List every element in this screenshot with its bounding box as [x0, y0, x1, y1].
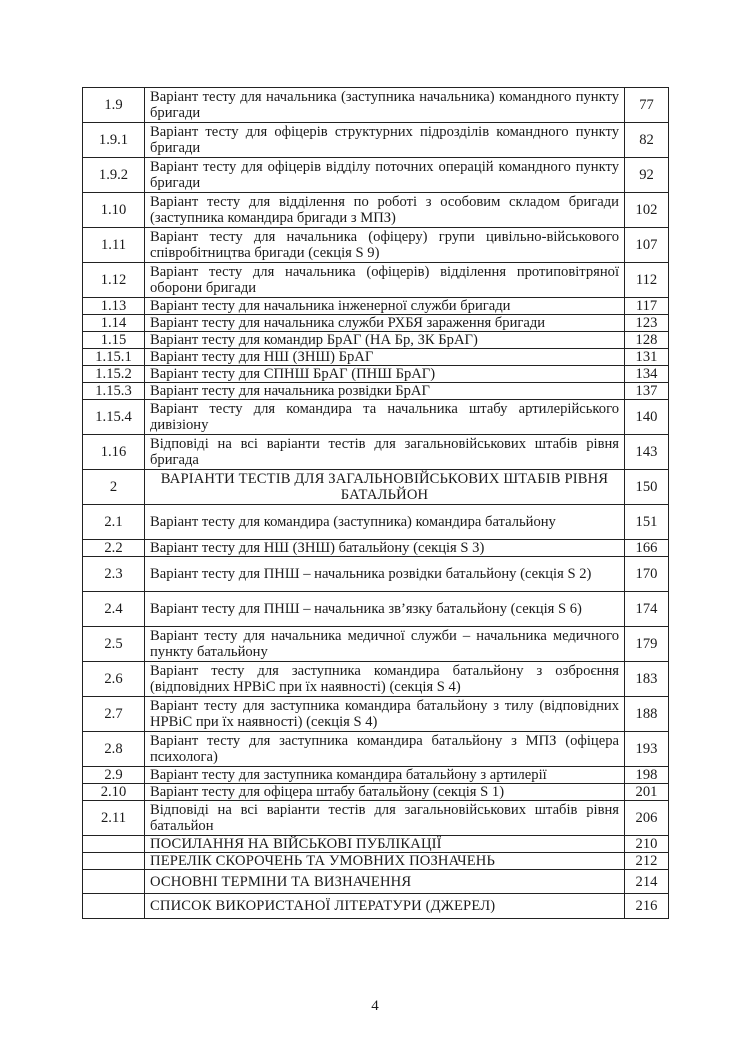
toc-row	[83, 88, 669, 123]
toc-page-number: 112	[625, 263, 669, 298]
toc-row	[83, 383, 669, 400]
toc-section-number: 1.9	[83, 88, 145, 123]
toc-page-number: 143	[625, 435, 669, 470]
toc-section-title[interactable]: Варіант тесту для заступника командира батальйону з озброєння (відповідних НРВіС при їх наявності) (секція S 4)	[145, 662, 625, 697]
toc-section-number: 1.15.1	[83, 349, 145, 366]
toc-row	[83, 332, 669, 349]
toc-section-title[interactable]: ВАРІАНТИ ТЕСТІВ ДЛЯ ЗАГАЛЬНОВІЙСЬКОВИХ ШТАБІВ РІВНЯ БАТАЛЬЙОН	[145, 470, 625, 505]
toc-section-title[interactable]: СПИСОК ВИКОРИСТАНОЇ ЛІТЕРАТУРИ (ДЖЕРЕЛ)	[145, 894, 625, 919]
toc-page-number: 170	[625, 557, 669, 592]
toc-page-number: 137	[625, 383, 669, 400]
toc-section-number: 1.15.2	[83, 366, 145, 383]
toc-row	[83, 349, 669, 366]
toc-section-title[interactable]: Відповіді на всі варіанти тестів для загальновійськових штабів рівня батальйон	[145, 801, 625, 836]
toc-section-title[interactable]: Варіант тесту для офіцерів відділу поточних операцій командного пункту бригади	[145, 158, 625, 193]
toc-section-title[interactable]: Варіант тесту для СПНШ БрАГ (ПНШ БрАГ)	[145, 366, 625, 383]
toc-row	[83, 697, 669, 732]
toc-section-number	[83, 853, 145, 870]
toc-page-number: 216	[625, 894, 669, 919]
toc-row	[83, 228, 669, 263]
toc-section-number: 2.5	[83, 627, 145, 662]
toc-section-number: 2.8	[83, 732, 145, 767]
toc-row	[83, 193, 669, 228]
toc-row	[83, 505, 669, 540]
toc-page-number: 102	[625, 193, 669, 228]
toc-section-title[interactable]: Варіант тесту для заступника командира батальйону з тилу (відповідних НРВіС при їх наявності) (секція S 4)	[145, 697, 625, 732]
toc-page-number: 92	[625, 158, 669, 193]
toc-section-title[interactable]: Варіант тесту для начальника служби РХБЯ зараження бригади	[145, 315, 625, 332]
toc-section-title[interactable]: Варіант тесту для офіцерів структурних підрозділів командного пункту бригади	[145, 123, 625, 158]
toc-section-title[interactable]: Варіант тесту для начальника розвідки БрАГ	[145, 383, 625, 400]
toc-section-title[interactable]: ОСНОВНІ ТЕРМІНИ ТА ВИЗНАЧЕННЯ	[145, 870, 625, 894]
toc-section-title[interactable]: Варіант тесту для начальника медичної служби – начальника медичного пункту батальйону	[145, 627, 625, 662]
toc-section-title[interactable]: Варіант тесту для ПНШ – начальника зв’язку батальйону (секція S 6)	[145, 592, 625, 627]
toc-section-number: 2.9	[83, 767, 145, 784]
toc-section-number: 2	[83, 470, 145, 505]
toc-page-number: 188	[625, 697, 669, 732]
toc-section-number	[83, 870, 145, 894]
toc-page-number: 151	[625, 505, 669, 540]
toc-page-number: 201	[625, 784, 669, 801]
toc-section-title[interactable]: Варіант тесту для заступника командира батальйону з артилерії	[145, 767, 625, 784]
toc-page-number: 131	[625, 349, 669, 366]
toc-section-title[interactable]: Варіант тесту для заступника командира батальйону з МПЗ (офіцера психолога)	[145, 732, 625, 767]
toc-row	[83, 836, 669, 853]
toc-page-number: 166	[625, 540, 669, 557]
toc-page-number: 107	[625, 228, 669, 263]
toc-page-number: 117	[625, 298, 669, 315]
toc-row	[83, 298, 669, 315]
toc-section-title[interactable]: ПОСИЛАННЯ НА ВІЙСЬКОВІ ПУБЛІКАЦІЇ	[145, 836, 625, 853]
toc-section-number: 2.3	[83, 557, 145, 592]
toc-section-title[interactable]: ПЕРЕЛІК СКОРОЧЕНЬ ТА УМОВНИХ ПОЗНАЧЕНЬ	[145, 853, 625, 870]
toc-section-title[interactable]: Варіант тесту для командира та начальника штабу артилерійського дивізіону	[145, 400, 625, 435]
toc-section-number	[83, 836, 145, 853]
toc-section-number: 2.4	[83, 592, 145, 627]
toc-section-title[interactable]: Варіант тесту для офіцера штабу батальйону (секція S 1)	[145, 784, 625, 801]
toc-row	[83, 627, 669, 662]
toc-row	[83, 123, 669, 158]
toc-page-number: 140	[625, 400, 669, 435]
toc-page-number: 134	[625, 366, 669, 383]
toc-section-number: 2.1	[83, 505, 145, 540]
toc-page-number: 206	[625, 801, 669, 836]
toc-section-title[interactable]: Варіант тесту для начальника (офіцерів) відділення протиповітряної оборони бригади	[145, 263, 625, 298]
toc-page-number: 179	[625, 627, 669, 662]
toc-row	[83, 894, 669, 919]
toc-row	[83, 315, 669, 332]
toc-row	[83, 400, 669, 435]
toc-section-number: 1.15	[83, 332, 145, 349]
toc-row	[83, 801, 669, 836]
toc-row	[83, 557, 669, 592]
toc-page-number: 183	[625, 662, 669, 697]
toc-page-number: 128	[625, 332, 669, 349]
toc-section-number: 1.12	[83, 263, 145, 298]
toc-section-number: 1.9.2	[83, 158, 145, 193]
toc-page-number: 174	[625, 592, 669, 627]
toc-page-number: 198	[625, 767, 669, 784]
toc-section-number: 1.15.4	[83, 400, 145, 435]
toc-row	[83, 853, 669, 870]
toc-section-title[interactable]: Варіант тесту для відділення по роботі з особовим складом бригади (заступника командира бригади з МПЗ)	[145, 193, 625, 228]
toc-row	[83, 662, 669, 697]
toc-section-number: 1.14	[83, 315, 145, 332]
toc-row	[83, 732, 669, 767]
toc-row	[83, 767, 669, 784]
toc-page-number: 150	[625, 470, 669, 505]
toc-section-title[interactable]: Варіант тесту для НШ (ЗНШ) батальйону (секція S 3)	[145, 540, 625, 557]
toc-row	[83, 540, 669, 557]
toc-section-title[interactable]: Варіант тесту для командир БрАГ (НА Бр, ЗК БрАГ)	[145, 332, 625, 349]
toc-page-number: 82	[625, 123, 669, 158]
toc-section-number: 2.10	[83, 784, 145, 801]
toc-row	[83, 366, 669, 383]
toc-section-number: 2.6	[83, 662, 145, 697]
toc-section-number: 1.10	[83, 193, 145, 228]
toc-section-number: 2.7	[83, 697, 145, 732]
toc-section-title[interactable]: Варіант тесту для ПНШ – начальника розвідки батальйону (секція S 2)	[145, 557, 625, 592]
toc-row	[83, 592, 669, 627]
toc-page-number: 210	[625, 836, 669, 853]
toc-section-title[interactable]: Варіант тесту для начальника (заступника начальника) командного пункту бригади	[145, 88, 625, 123]
toc-page-number: 193	[625, 732, 669, 767]
toc-section-number: 1.9.1	[83, 123, 145, 158]
toc-section-number: 1.11	[83, 228, 145, 263]
toc-row	[83, 470, 669, 505]
toc-section-number: 1.15.3	[83, 383, 145, 400]
toc-page-number: 123	[625, 315, 669, 332]
table-of-contents	[82, 87, 669, 919]
toc-row	[83, 784, 669, 801]
toc-page-number: 214	[625, 870, 669, 894]
toc-section-title[interactable]: Відповіді на всі варіанти тестів для загальновійськових штабів рівня бригада	[145, 435, 625, 470]
toc-row	[83, 158, 669, 193]
toc-section-number: 2.2	[83, 540, 145, 557]
toc-row	[83, 870, 669, 894]
toc-section-number: 1.16	[83, 435, 145, 470]
toc-section-title[interactable]: Варіант тесту для командира (заступника) командира батальйону	[145, 505, 625, 540]
toc-section-title[interactable]: Варіант тесту для НШ (ЗНШ) БрАГ	[145, 349, 625, 366]
toc-section-number	[83, 894, 145, 919]
toc-page-number: 212	[625, 853, 669, 870]
toc-section-number: 1.13	[83, 298, 145, 315]
toc-row	[83, 435, 669, 470]
toc-page-number: 77	[625, 88, 669, 123]
toc-section-title[interactable]: Варіант тесту для начальника (офіцеру) групи цивільно-військового співробітництва бригади (секція S 9)	[145, 228, 625, 263]
toc-row	[83, 263, 669, 298]
toc-section-title[interactable]: Варіант тесту для начальника інженерної служби бригади	[145, 298, 625, 315]
toc-section-number: 2.11	[83, 801, 145, 836]
page-number: 4	[371, 998, 379, 1014]
